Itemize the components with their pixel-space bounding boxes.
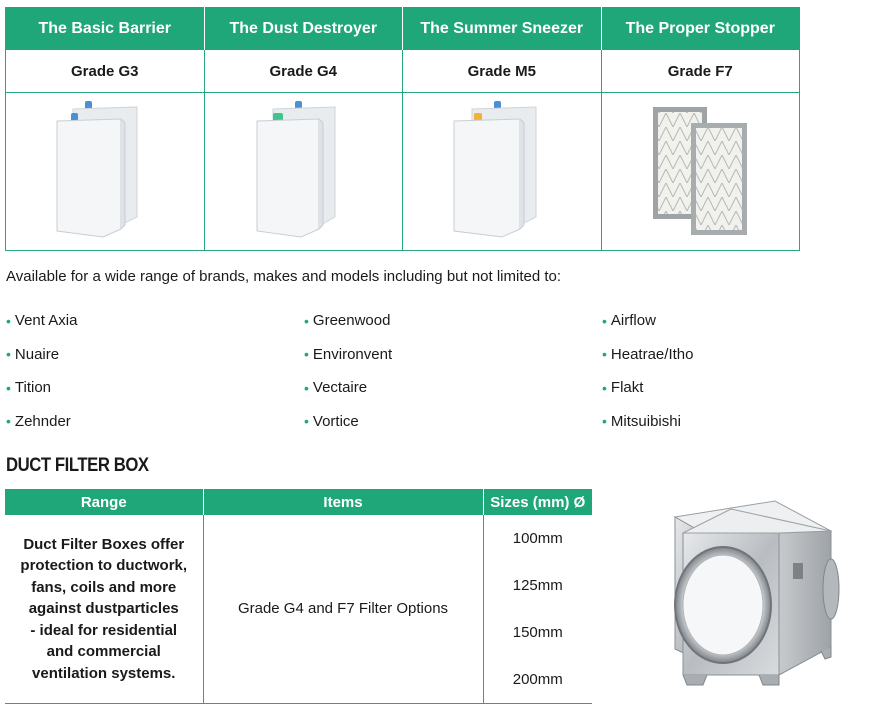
product-grade: Grade G3 bbox=[6, 50, 205, 93]
brand-name: Vectaire bbox=[312, 379, 368, 397]
duct-table-header bbox=[5, 489, 592, 515]
product-grade: Grade M5 bbox=[403, 50, 602, 93]
brands-intro: Available for a wide range of brands, makes and models including but not limited to: bbox=[6, 268, 562, 285]
brand-item bbox=[304, 338, 602, 372]
brand-item bbox=[6, 371, 304, 405]
size-value: 150mm bbox=[512, 624, 563, 641]
bullet-icon: • bbox=[602, 346, 607, 363]
product-image-row bbox=[6, 93, 800, 251]
bullet-icon: • bbox=[602, 312, 607, 329]
product-name: The Dust Destroyer bbox=[204, 7, 403, 50]
sizes-cell bbox=[483, 515, 592, 704]
items-header: Items bbox=[203, 489, 483, 515]
filter-pad-image-g4 bbox=[243, 99, 363, 239]
brand-item bbox=[6, 304, 304, 338]
brand-name: Environvent bbox=[312, 345, 393, 363]
product-grade: Grade G4 bbox=[204, 50, 403, 93]
range-line: Duct Filter Boxes offer bbox=[23, 535, 185, 553]
brand-name: Airflow bbox=[610, 312, 656, 330]
product-grade-row bbox=[6, 50, 800, 93]
brand-item bbox=[602, 371, 876, 405]
duct-filter-box-image bbox=[595, 489, 875, 704]
bullet-icon: • bbox=[304, 312, 309, 329]
filter-pad-image-m5 bbox=[442, 99, 562, 239]
product-image-cell bbox=[204, 93, 403, 251]
brand-item bbox=[304, 405, 602, 439]
bullet-icon: • bbox=[304, 379, 309, 396]
brand-name: Heatrae/Itho bbox=[610, 345, 694, 363]
range-line: - ideal for residential bbox=[30, 621, 178, 639]
duct-table-row bbox=[5, 515, 592, 704]
sizes-header: Sizes (mm) Ø bbox=[483, 489, 592, 515]
bullet-icon: • bbox=[6, 346, 11, 363]
product-grade: Grade F7 bbox=[601, 50, 800, 93]
bullet-icon: • bbox=[602, 379, 607, 396]
brand-item bbox=[602, 338, 876, 372]
range-description bbox=[6, 534, 202, 685]
range-line: fans, coils and more bbox=[31, 578, 177, 596]
duct-filter-table bbox=[5, 489, 592, 704]
range-line: protection to ductwork, bbox=[20, 557, 188, 575]
bullet-icon: • bbox=[304, 346, 309, 363]
size-value: 200mm bbox=[512, 671, 563, 688]
bullet-icon: • bbox=[602, 413, 607, 430]
product-image-cell bbox=[601, 93, 800, 251]
size-value: 125mm bbox=[512, 577, 563, 594]
range-line: and commercial bbox=[46, 643, 161, 661]
range-header: Range bbox=[5, 489, 203, 515]
filter-grades-table bbox=[5, 7, 800, 251]
brand-list bbox=[6, 304, 876, 438]
brand-name: Nuaire bbox=[14, 345, 60, 363]
brand-row bbox=[6, 304, 876, 338]
size-value: 100mm bbox=[512, 530, 563, 547]
bullet-icon: • bbox=[304, 413, 309, 430]
brand-name: Flakt bbox=[610, 379, 644, 397]
product-image-cell bbox=[403, 93, 602, 251]
bullet-icon: • bbox=[6, 379, 11, 396]
product-name: The Proper Stopper bbox=[601, 7, 800, 50]
product-name: The Basic Barrier bbox=[6, 7, 205, 50]
brand-name: Greenwood bbox=[312, 312, 391, 330]
brand-row bbox=[6, 405, 876, 439]
section-title: DUCT FILTER BOX bbox=[6, 455, 149, 476]
pleated-panel-filter-image-f7 bbox=[645, 99, 755, 239]
brand-item bbox=[304, 371, 602, 405]
brand-name: Tition bbox=[14, 379, 52, 397]
bullet-icon: • bbox=[6, 413, 11, 430]
brand-item bbox=[304, 304, 602, 338]
brand-name: Mitsuibishi bbox=[610, 412, 681, 430]
range-cell bbox=[5, 515, 203, 704]
brand-name: Vent Axia bbox=[14, 312, 78, 330]
range-line: against dustparticles bbox=[28, 600, 179, 618]
product-name-row bbox=[6, 7, 800, 50]
items-cell bbox=[203, 515, 483, 704]
product-image-cell bbox=[6, 93, 205, 251]
brand-item bbox=[602, 405, 876, 439]
items-value: Grade G4 and F7 Filter Options bbox=[237, 600, 449, 617]
brand-row bbox=[6, 371, 876, 405]
product-name: The Summer Sneezer bbox=[403, 7, 602, 50]
brand-item bbox=[6, 405, 304, 439]
range-line: ventilation systems. bbox=[32, 664, 176, 682]
brand-item bbox=[602, 304, 876, 338]
brand-item bbox=[6, 338, 304, 372]
bullet-icon: • bbox=[6, 312, 11, 329]
filter-pad-image-g3 bbox=[45, 99, 165, 239]
brand-name: Vortice bbox=[312, 412, 359, 430]
brand-name: Zehnder bbox=[14, 412, 71, 430]
brand-row bbox=[6, 338, 876, 372]
